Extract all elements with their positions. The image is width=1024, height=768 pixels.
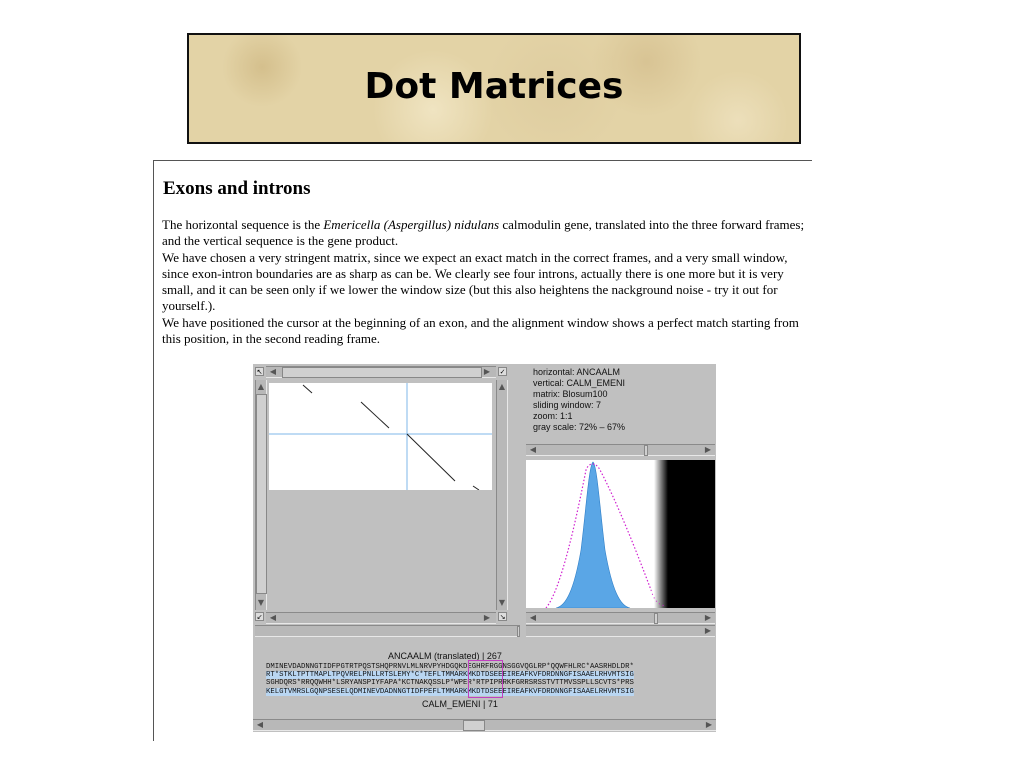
alignment-row-4: KELGTVMRSLGQNPSESELQDMINEVDADNNGTIDFPEFLTMMARKMKDTDSEEEIREAFKVFDRDNNGFISAAELRHVMTSIG — [266, 688, 634, 696]
greyramp-gradient — [654, 460, 668, 608]
greyramp-black — [668, 460, 715, 608]
corner-box-icon[interactable]: ↙ — [256, 613, 263, 621]
histogram-top-scroll[interactable] — [526, 444, 715, 456]
arrow-left-icon[interactable]: ◀ — [529, 613, 537, 622]
arrow-down-icon[interactable]: ▼ — [257, 598, 265, 607]
dotplot-vscroll-thumb[interactable] — [256, 394, 267, 594]
diagonal-segment — [303, 385, 312, 393]
histogram-lower-scroll[interactable] — [526, 625, 715, 637]
diagonal-segment — [361, 402, 389, 428]
alignment-row-2: RT*STKLTPTTMAPLTPQVRELPNLLRTSLEMY*C*TEFLTMMARKMKDTDSEEEIREAFKVFDRDNNGFISAAELRHVMTSIG — [266, 671, 634, 679]
paragraph-1: The horizontal sequence is the Emericella (Aspergillus) nidulans calmodulin gene, translated into the three forward frames; and the vertical sequence is the gene product. — [162, 217, 805, 249]
dotplot-lower-hscroll-thumb[interactable] — [517, 626, 520, 637]
info-matrix: matrix: Blosum100 — [533, 389, 608, 399]
dotplot-bottom-hscroll[interactable] — [266, 612, 496, 624]
body-text — [162, 217, 812, 347]
arrow-left-icon[interactable]: ◀ — [269, 613, 277, 622]
arrow-up-icon[interactable]: ▲ — [498, 382, 506, 391]
histogram-bars — [556, 462, 630, 608]
corner-box-icon[interactable]: ↘ — [499, 613, 506, 621]
dotplot-lower-hscroll[interactable] — [255, 625, 520, 637]
dotplot-vscroll[interactable] — [255, 380, 267, 610]
diagonal-segment — [407, 434, 455, 481]
paragraph-2: We have chosen a very stringent matrix, since we expect an exact match in the correct frames, and a very small window, since exon-intron boundaries are as sharp as can be. We clearly see four introns, actually there is one more but it is very small, and it can be seen only if we lower the window size (but this also heightens the nackground noise - try it out for yourself.). — [162, 249, 788, 314]
diagonal-segment — [473, 486, 479, 490]
arrow-up-icon[interactable]: ▲ — [257, 382, 265, 391]
arrow-left-icon[interactable]: ◀ — [529, 445, 537, 454]
histogram-bottom-scroll[interactable] — [526, 612, 715, 624]
alignment-title: ANCAALM (translated) | 267 — [388, 651, 502, 661]
info-horizontal: horizontal: ANCAALM — [533, 367, 621, 377]
corner-box-icon[interactable]: ↖ — [256, 368, 263, 376]
info-zoom: zoom: 1:1 — [533, 411, 573, 421]
arrow-right-icon[interactable]: ▶ — [483, 613, 491, 622]
arrow-right-icon[interactable]: ▶ — [483, 367, 491, 376]
corner-check-icon[interactable]: ✓ — [499, 368, 506, 376]
histogram-top-thumb[interactable] — [644, 445, 648, 456]
title-banner — [187, 33, 801, 144]
greyramp-histogram[interactable] — [526, 460, 715, 608]
info-grayscale: gray scale: 72% – 67% — [533, 422, 626, 432]
dot-plot-svg — [269, 383, 492, 490]
histogram-bottom-thumb[interactable] — [654, 613, 658, 624]
arrow-right-icon[interactable]: ▶ — [704, 445, 712, 454]
arrow-right-icon[interactable]: ▶ — [705, 720, 713, 729]
histogram-svg — [526, 460, 715, 608]
arrow-down-icon[interactable]: ▼ — [498, 598, 506, 607]
paragraph-3: We have positioned the cursor at the beginning of an exon, and the alignment window shows a perfect match starting from this position, in the second reading frame. — [162, 314, 799, 347]
arrow-left-icon[interactable]: ◀ — [256, 720, 264, 729]
alignment-hscroll-thumb[interactable] — [463, 720, 485, 731]
alignment-cursor-box — [468, 660, 503, 698]
info-window: sliding window: 7 — [533, 400, 602, 410]
alignment-row-3: SGHDQRS*RRQQWHH*LSRYANSPIYFAPA*KCTNAKQSSLP*WPER*RTPIPRRKFGRRSRSSTVTTMVSSPLLSCVTS*PRS — [266, 679, 634, 687]
dotplot-hscroll[interactable] — [266, 366, 496, 378]
parameter-info — [533, 367, 625, 433]
arrow-left-icon[interactable]: ◀ — [269, 367, 277, 376]
slide-title: Dot Matrices — [364, 66, 624, 107]
alignment-row-1: DMINEVDADNNGTIDFPGTRTPQSTSHQPRNVLMLNRVPYHDGQKDEGHRFRGGNSGGVQGLRP*QQWFHLRC*AASRHDLDR* — [266, 663, 634, 671]
alignment-hscroll[interactable] — [253, 719, 716, 731]
section-heading: Exons and introns — [163, 178, 311, 199]
arrow-right-icon[interactable]: ▶ — [704, 613, 712, 622]
arrow-right-icon[interactable]: ▶ — [704, 626, 712, 635]
dotplot-hscroll-thumb[interactable] — [282, 367, 482, 378]
alignment-footer: CALM_EMENI | 71 — [422, 699, 498, 709]
dot-plot[interactable] — [269, 383, 492, 490]
species-name: Emericella (Aspergillus) nidulans — [323, 217, 500, 232]
info-vertical: vertical: CALM_EMENI — [533, 378, 626, 388]
dotplot-right-vscroll[interactable] — [496, 380, 508, 610]
